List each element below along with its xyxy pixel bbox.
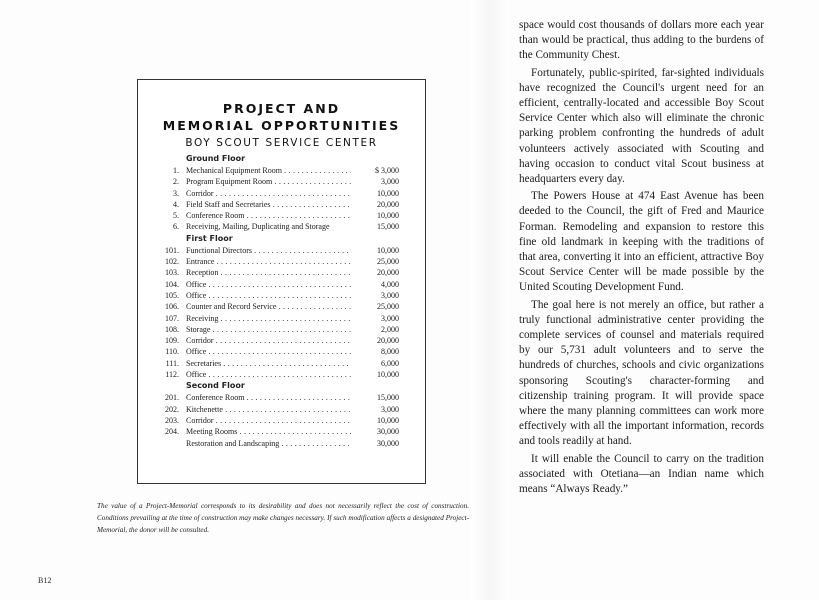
room-number: 201. xyxy=(165,393,179,403)
memorial-value: 10,000 xyxy=(377,188,399,198)
floor-heading: Second Floor xyxy=(186,381,245,391)
opportunity-row xyxy=(138,290,425,301)
opportunity-row xyxy=(138,256,425,267)
memorial-value: 3,000 xyxy=(381,290,399,300)
memorial-value: 3,000 xyxy=(381,404,399,414)
memorial-value: 15,000 xyxy=(377,393,399,403)
room-label: Office . . . xyxy=(186,279,351,290)
room-number: 109. xyxy=(165,336,179,346)
memorial-value: 3,000 xyxy=(381,177,399,187)
room-number: 104. xyxy=(165,279,179,289)
room-label: Office . . . xyxy=(186,346,351,357)
room-label: Functional Directors . . . xyxy=(186,245,351,256)
memorial-value: 10,000 xyxy=(377,245,399,255)
memorial-value: 30,000 xyxy=(377,438,399,448)
memorial-value: 20,000 xyxy=(377,268,399,278)
opportunity-row xyxy=(138,176,425,187)
room-number: 3. xyxy=(173,188,179,198)
room-number: 6. xyxy=(173,222,179,232)
memorial-value: 10,000 xyxy=(377,211,399,221)
room-number: 105. xyxy=(165,290,179,300)
opportunity-row xyxy=(138,415,425,426)
room-label: Receiving, Mailing, Duplicating and Storage xyxy=(186,222,330,232)
room-number: 112. xyxy=(165,370,179,380)
room-label: Office . . . xyxy=(186,369,351,380)
memorial-value: 25,000 xyxy=(377,257,399,267)
opportunity-row xyxy=(138,165,425,176)
opportunity-row xyxy=(138,392,425,403)
page-gutter xyxy=(470,0,510,600)
room-number: 2. xyxy=(173,177,179,187)
opportunity-row xyxy=(138,335,425,346)
room-label: Kitchenette . . . xyxy=(186,404,351,415)
memorial-value: 10,000 xyxy=(377,370,399,380)
room-label: Corridor . . . xyxy=(186,415,351,426)
body-paragraph: space would cost thousands of dollars more each year than would be practical, thus adding to the burdens of the Community Chest. xyxy=(519,19,764,62)
room-label: Field Staff and Secretaries . . . xyxy=(186,199,351,210)
room-number: 202. xyxy=(165,404,179,414)
body-paragraph: It will enable the Council to carry on the tradition associated with Otetiana—an Indian name which means “Always Ready.” xyxy=(519,452,764,496)
opportunity-row xyxy=(138,369,425,380)
opportunity-row xyxy=(138,313,425,324)
opportunity-row xyxy=(138,221,425,232)
room-label: Secretaries . . . xyxy=(186,358,351,369)
memorial-value: 20,000 xyxy=(377,336,399,346)
room-number: 103. xyxy=(165,268,179,278)
opportunity-row xyxy=(138,404,425,415)
room-number: 106. xyxy=(165,302,179,312)
box-title-line1: PROJECT AND xyxy=(222,101,341,116)
opportunity-row xyxy=(138,324,425,335)
room-number: 5. xyxy=(173,211,179,221)
room-label: Corridor . . . xyxy=(186,188,351,199)
room-number: 107. xyxy=(165,313,179,323)
memorial-value: 8,000 xyxy=(381,347,399,357)
room-label: Corridor . . . xyxy=(186,335,351,346)
room-number: 1. xyxy=(173,166,179,175)
room-label: Conference Room . . . xyxy=(186,392,351,403)
room-number: 101. xyxy=(165,245,179,255)
memorial-value: 20,000 xyxy=(377,199,399,209)
opportunities-list xyxy=(138,153,425,449)
room-label: Conference Room . . . xyxy=(186,210,351,221)
box-subtitle: BOY SCOUT SERVICE CENTER xyxy=(185,137,378,149)
room-label: Counter and Record Service . . . xyxy=(186,301,351,312)
memorial-value: 4,000 xyxy=(381,279,399,289)
room-label: Reception . . . xyxy=(186,267,351,278)
room-label: Office . . . xyxy=(186,290,351,301)
opportunity-row xyxy=(138,267,425,278)
opportunity-row xyxy=(138,301,425,312)
room-label: Program Equipment Room . . . xyxy=(186,176,351,187)
room-label: Meeting Rooms . . . xyxy=(186,426,351,437)
body-text-column xyxy=(519,18,764,499)
room-label: Mechanical Equipment Room . . . xyxy=(186,165,351,176)
page-number: B12 xyxy=(38,576,52,585)
body-paragraph: The goal here is not merely an office, but rather a truly functional administrative center providing the complete services of counsel and materials required by our 5,731 adult volunteers and to serve the hundreds of churches, schools and civic organizations sponsoring Scouting's character-forming and citizenship training program. It will provide space where the many planning committees can work more effectively with all the important information, records and tools readily at hand. xyxy=(519,298,764,448)
floor-heading: Ground Floor xyxy=(186,154,246,163)
floor-heading: First Floor xyxy=(186,233,233,243)
opportunity-row xyxy=(138,438,425,449)
memorial-opportunities-box xyxy=(137,79,426,484)
memorial-value: $ 3,000 xyxy=(375,166,399,175)
room-number: 110. xyxy=(165,347,179,357)
body-paragraph: Fortunately, public-spirited, far-sighted individuals have recognized the Council's urgent need for an efficient, centrally-located and accessible Boy Scout Service Center which also will eliminate the chronic parking problem confronting the hundreds of adult volunteers actively associated with Scouting and having occasion to conduct vital Scout business at headquarters every day. xyxy=(519,66,764,186)
opportunity-row xyxy=(138,279,425,290)
opportunity-row xyxy=(138,346,425,357)
opportunity-row xyxy=(138,210,425,221)
opportunity-row xyxy=(138,358,425,369)
body-paragraph: The Powers House at 474 East Avenue has been deeded to the Council, the gift of Fred and Maurice Forman. Remodeling and expansion to restore this fine old landmark in keeping with the traditions of that area, converting it into an efficient, attractive Boy Scout Service Center will be made possible by the United Scouting Development Fund. xyxy=(519,190,764,294)
opportunity-row xyxy=(138,188,425,199)
room-label: Restoration and Landscaping . . . xyxy=(186,438,351,449)
disclaimer-caption: The value of a Project-Memorial corresponds to its desirability and does not necessarily reflect the cost of construction. Conditions prevailing at the time of construction may make changes necessary. If such modification affects a designated Project-Memorial, the donor will be consulted. xyxy=(97,502,469,534)
memorial-value: 10,000 xyxy=(377,415,399,425)
room-label: Entrance . . . xyxy=(186,256,351,267)
memorial-value: 3,000 xyxy=(381,313,399,323)
memorial-value: 6,000 xyxy=(381,358,399,368)
room-label: Receiving . . . xyxy=(186,313,351,324)
room-number: 102. xyxy=(165,257,179,267)
memorial-value: 30,000 xyxy=(377,427,399,437)
opportunity-row xyxy=(138,199,425,210)
opportunity-row xyxy=(138,426,425,437)
memorial-value: 15,000 xyxy=(377,222,399,232)
room-number: 204. xyxy=(165,427,179,437)
opportunity-row xyxy=(138,245,425,256)
room-number: 108. xyxy=(165,324,179,334)
room-number: 4. xyxy=(173,199,179,209)
memorial-value: 25,000 xyxy=(377,302,399,312)
room-number: 111. xyxy=(165,358,179,368)
room-label: Storage . . . xyxy=(186,324,351,335)
room-number: 203. xyxy=(165,415,179,425)
box-title-line2: MEMORIAL OPPORTUNITIES xyxy=(162,118,401,133)
memorial-value: 2,000 xyxy=(381,324,399,334)
